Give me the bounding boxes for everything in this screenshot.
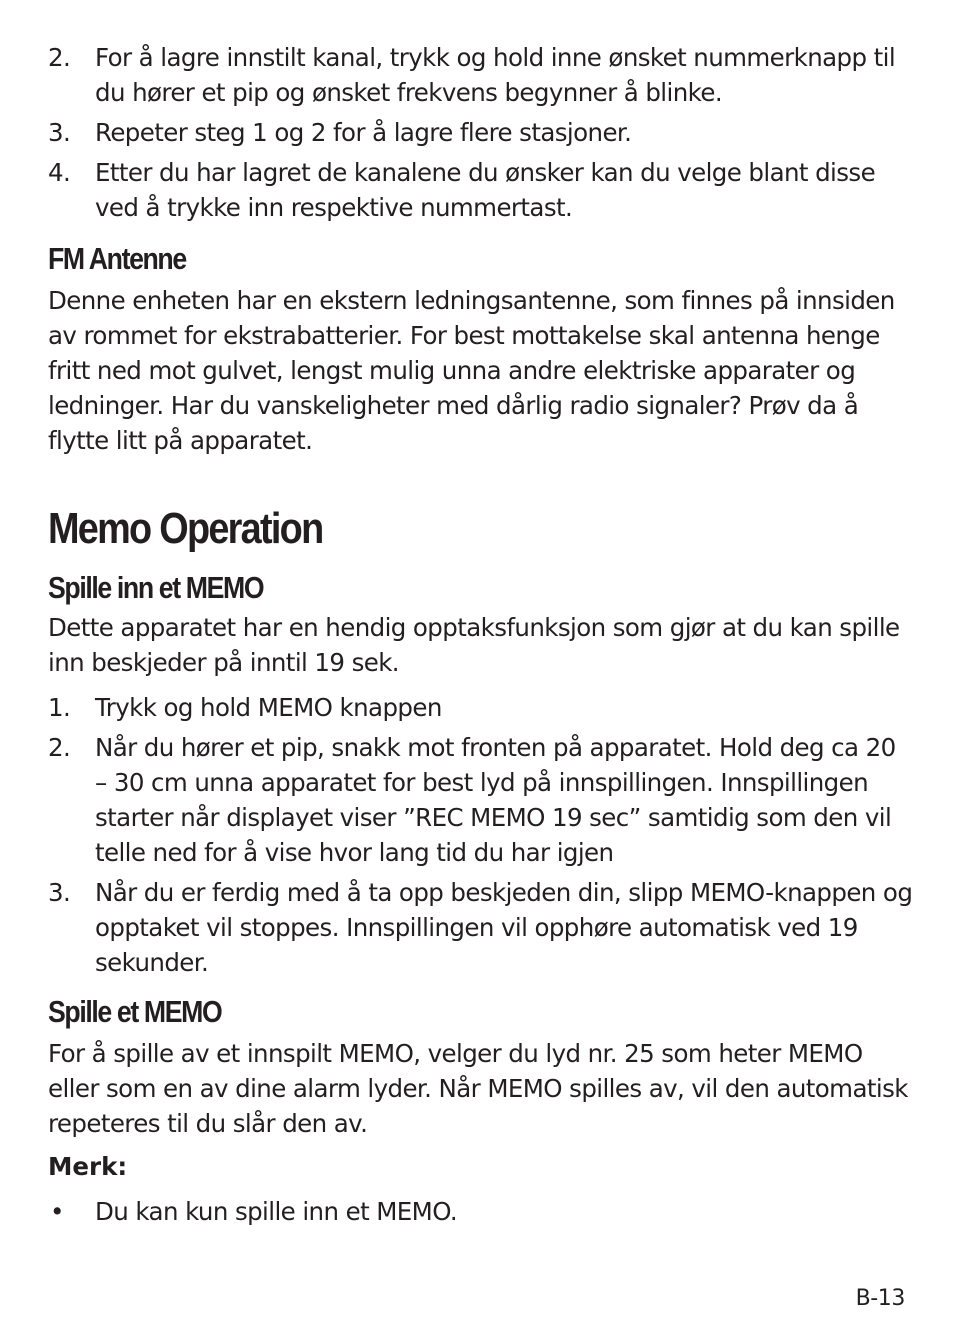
memo-operation-title: Memo Operation: [48, 504, 323, 553]
spille-et-memo-heading: Spille et MEMO: [48, 994, 222, 1029]
list-item-text: Når du hører et pip, snakk mot fronten på apparatet. Hold deg ca 20 – 30 cm unna apparatet for best lyd på innspillingen. Innspillingen starter når displayet viser ”REC MEMO 19 sec” samtidig som den vil telle ned for å vise hvor lang tid du har igjen: [95, 733, 896, 867]
list-item-text: Etter du har lagret de kanalene du ønsker kan du velge blant disse ved å trykke inn respektive nummertast.: [95, 158, 876, 222]
spille-inn-heading: Spille inn et MEMO: [48, 570, 264, 605]
list-item-text: Når du er ferdig med å ta opp beskjeden din, slipp MEMO-knappen og opptaket vil stoppes. Innspillingen vil opphøre automatisk ved 19 sekunder.: [95, 878, 913, 977]
note-bullet-item: [48, 1194, 914, 1229]
note-bullet-text: Du kan kun spille inn et MEMO.: [95, 1197, 458, 1226]
bullet-icon: •: [50, 1197, 64, 1226]
list-item: [48, 155, 914, 225]
list-item-number: 3.: [48, 878, 71, 907]
note-label: Merk:: [48, 1152, 128, 1181]
list-item: [48, 115, 914, 150]
list-item-text: Trykk og hold MEMO knappen: [95, 693, 442, 722]
list-item-text: Repeter steg 1 og 2 for å lagre flere stasjoner.: [95, 118, 632, 147]
list-item-number: 3.: [48, 118, 71, 147]
fm-antenne-paragraph: Denne enheten har en ekstern ledningsantenne, som finnes på innsiden av rommet for ekstrabatterier. For best mottakelse skal antenna henge fritt ned mot gulvet, lengst mulig unna andre elektriske apparater og ledninger. Har du vanskeligheter med dårlig radio signaler? Prøv da å flytte litt på apparatet.: [48, 286, 895, 455]
list-item: [48, 730, 914, 870]
manual-page: [48, 40, 914, 1229]
record-steps-list: [48, 690, 914, 980]
list-item-number: 2.: [48, 43, 71, 72]
spille-et-memo-paragraph: For å spille av et innspilt MEMO, velger du lyd nr. 25 som heter MEMO eller som en av dine alarm lyder. Når MEMO spilles av, vil den automatisk repeteres til du slår den av.: [48, 1039, 908, 1138]
page-number: B-13: [855, 1286, 905, 1311]
spille-inn-intro: Dette apparatet har en hendig opptaksfunksjon som gjør at du kan spille inn beskjeder på inntil 19 sek.: [48, 613, 900, 677]
list-item: [48, 690, 914, 725]
list-item: [48, 40, 914, 110]
top-numbered-list: [48, 40, 914, 225]
list-item-number: 2.: [48, 733, 71, 762]
list-item-number: 1.: [48, 693, 71, 722]
fm-antenne-heading: FM Antenne: [48, 241, 186, 276]
list-item-text: For å lagre innstilt kanal, trykk og hold inne ønsket nummerknapp til du hører et pip og ønsket frekvens begynner å blinke.: [95, 43, 896, 107]
list-item-number: 4.: [48, 158, 71, 187]
list-item: [48, 875, 914, 980]
